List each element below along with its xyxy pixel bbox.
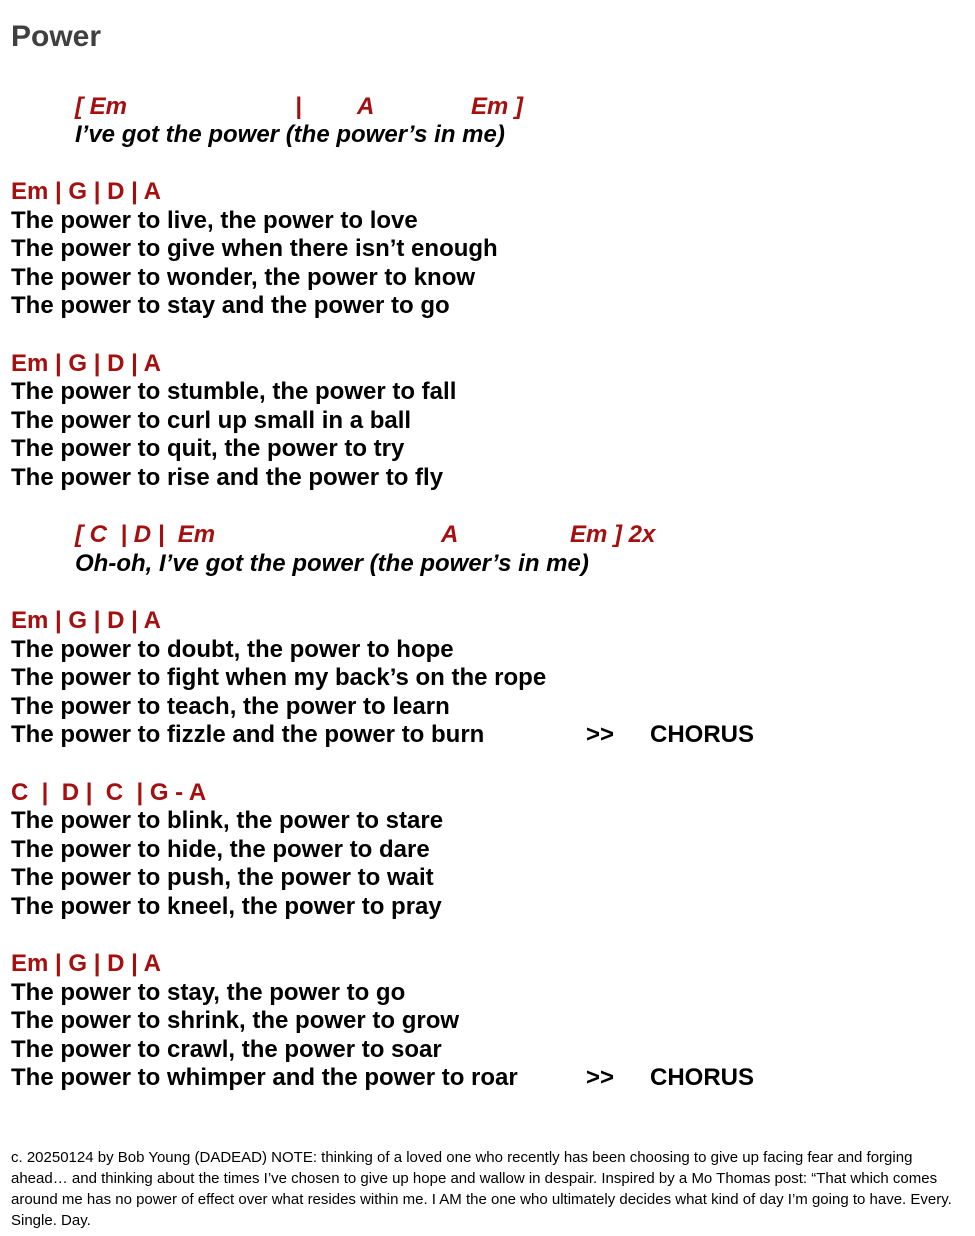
lyric-line: The power to crawl, the power to soar bbox=[11, 1036, 442, 1063]
lyric-line: The power to quit, the power to try bbox=[11, 435, 405, 462]
lyric-line: The power to stay and the power to go bbox=[11, 292, 450, 319]
verse-chords: Em | G | D | A bbox=[11, 350, 161, 377]
lyric-line: The power to live, the power to love bbox=[11, 207, 418, 234]
lyric-line: The power to fight when my back’s on the rope bbox=[11, 664, 547, 691]
verse-chords: Em | G | D | A bbox=[11, 607, 161, 634]
lyric-line: The power to whimper and the power to roar bbox=[11, 1064, 518, 1091]
lyric-line: The power to curl up small in a ball bbox=[11, 407, 412, 434]
bridge-chords: C | D | C | G - A bbox=[11, 779, 207, 806]
lyric-line: The power to doubt, the power to hope bbox=[11, 636, 454, 663]
chord: [ Em bbox=[75, 93, 128, 120]
lyric-line: The power to shrink, the power to grow bbox=[11, 1007, 460, 1034]
chord: Em ] bbox=[471, 93, 524, 120]
lyric-line: The power to wonder, the power to know bbox=[11, 264, 476, 291]
lyric-line: The power to give when there isn’t enough bbox=[11, 235, 498, 262]
chord: A bbox=[441, 521, 459, 548]
lyric-line: The power to hide, the power to dare bbox=[11, 836, 430, 863]
chorus-marker: CHORUS bbox=[650, 1064, 755, 1091]
chorus-lyric: Oh-oh, I’ve got the power (the power’s in me) bbox=[75, 550, 589, 577]
chorus-chords bbox=[75, 521, 675, 549]
chorus-arrow: >> bbox=[586, 1064, 615, 1091]
song-title: Power bbox=[11, 20, 102, 53]
lyric-line: The power to blink, the power to stare bbox=[11, 807, 444, 834]
chord: Em ] 2x bbox=[570, 521, 656, 548]
chord: | bbox=[295, 93, 302, 120]
chorus-marker: CHORUS bbox=[650, 721, 755, 748]
lyric-line: The power to rise and the power to fly bbox=[11, 464, 444, 491]
footer-note: c. 20250124 by Bob Young (DADEAD) NOTE: thinking of a loved one who recently has been choosing to give up facing fear and forging ahead… and thinking about the times I’ve chosen to give up hope and wallow in despair. Inspired by a Mo Thomas post: “That which comes around me has no power of effect over what resides within me. I AM the one who ultimately decides what kind of day I’m going to have. Every. Single. Day. bbox=[11, 1149, 952, 1229]
verse-chords: Em | G | D | A bbox=[11, 950, 161, 977]
chorus-arrow: >> bbox=[586, 721, 615, 748]
verse-chords: Em | G | D | A bbox=[11, 178, 161, 205]
chorus-chords bbox=[75, 93, 555, 121]
lyric-line: The power to fizzle and the power to burn bbox=[11, 721, 485, 748]
chord: [ C | D | Em bbox=[75, 521, 216, 548]
lyric-line: The power to stumble, the power to fall bbox=[11, 378, 457, 405]
lyric-line: The power to teach, the power to learn bbox=[11, 693, 450, 720]
lyric-line: The power to kneel, the power to pray bbox=[11, 893, 442, 920]
chorus-lyric: I’ve got the power (the power’s in me) bbox=[75, 121, 505, 148]
lyric-line: The power to push, the power to wait bbox=[11, 864, 434, 891]
chord: A bbox=[357, 93, 375, 120]
lyric-line: The power to stay, the power to go bbox=[11, 979, 406, 1006]
